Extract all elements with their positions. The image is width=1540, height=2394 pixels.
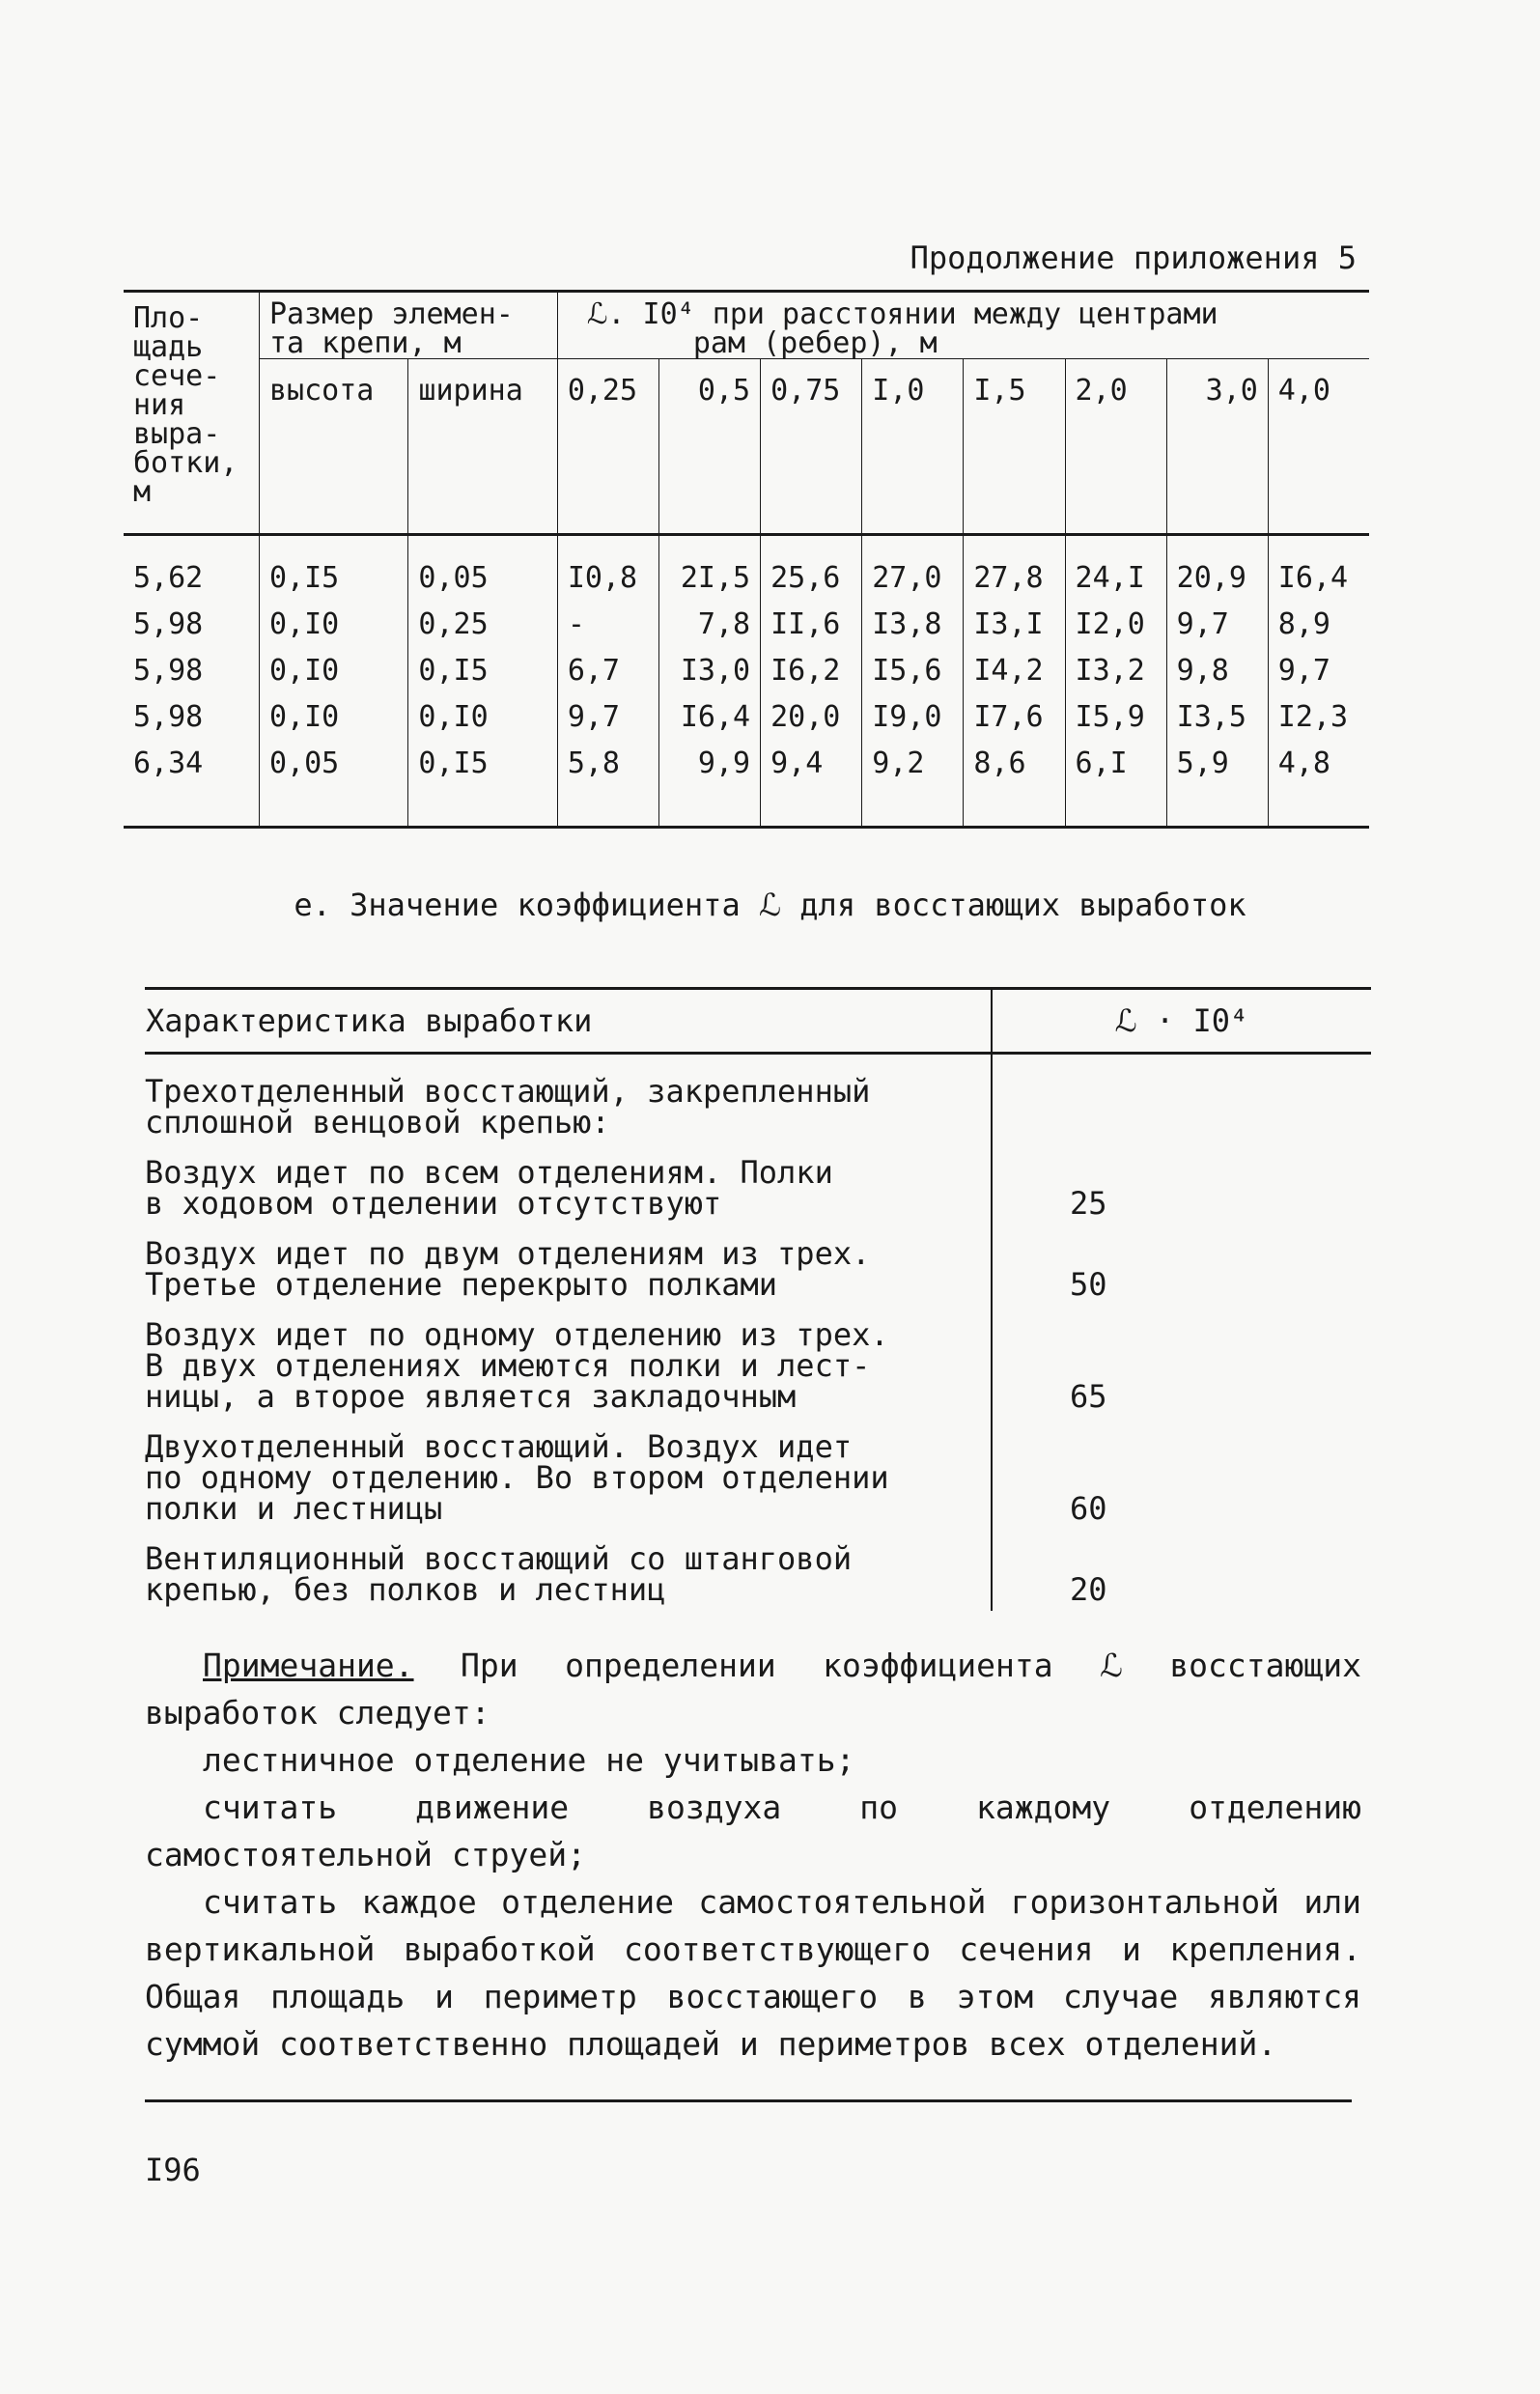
- table-row: [145, 1306, 1371, 1418]
- alpha-table-raises: [145, 987, 1371, 1611]
- footer-divider: [145, 2099, 1352, 2102]
- value-column-0.25: I0,8 - 6,7 9,7 5,8: [557, 535, 658, 828]
- header-distance: 0,75: [761, 359, 862, 535]
- note-item: считать движение воздуха по каждому отделению самостоятельной струей;: [145, 1788, 1361, 1873]
- table-row: [145, 1143, 1371, 1225]
- table-row: [145, 1054, 1371, 1144]
- note-intro: При определении коэффициента ℒ восстающих выработок следует:: [145, 1647, 1361, 1732]
- table-caption: е. Значение коэффициента ℒ для восстающих выработок: [294, 887, 1246, 923]
- row-description: Вентиляционный восстающий со штанговой крепью, без полков и лестниц: [145, 1540, 853, 1608]
- row-value: 50: [992, 1225, 1371, 1306]
- continuation-title: Продолжение приложения 5: [910, 239, 1357, 276]
- header-alpha-value: ℒ · I0⁴: [992, 989, 1371, 1054]
- row-value: 20: [992, 1530, 1371, 1611]
- row-value: 65: [992, 1306, 1371, 1418]
- note-label: Примечание.: [203, 1647, 414, 1684]
- header-height: высота: [260, 359, 408, 535]
- header-area: Пло- щадь сече- ния выра- ботки, м: [124, 292, 260, 535]
- row-description: Воздух идет по всем отделениям. Полки в ходовом отделении отсутствуют: [145, 1154, 833, 1222]
- header-distance: 0,5: [658, 359, 760, 535]
- note-block: [145, 1642, 1361, 2068]
- table-row: [145, 1418, 1371, 1530]
- area-column: 5,62 5,98 5,98 5,98 6,34: [124, 535, 260, 828]
- row-description: Двухотделенный восстающий. Воздух идет по одному отделению. Во втором отделении полки и лестницы: [145, 1428, 889, 1527]
- row-value: [992, 1054, 1371, 1144]
- table-row: [145, 1225, 1371, 1306]
- header-width: ширина: [408, 359, 557, 535]
- header-distance: 0,25: [557, 359, 658, 535]
- row-description: Воздух идет по двум отделениям из трех. Третье отделение перекрыто полками: [145, 1235, 871, 1303]
- value-column-2.0: 24,I I2,0 I3,2 I5,9 6,I: [1065, 535, 1166, 828]
- header-alpha-group: ℒ. I0⁴ при расстоянии между центрами рам (ребер), м: [557, 292, 1369, 359]
- header-distance: 2,0: [1065, 359, 1166, 535]
- table-row: [145, 1530, 1371, 1611]
- note-item: лестничное отделение не учитывать;: [203, 1741, 855, 1779]
- note-item: считать каждое отделение самостоятельной горизонтальной или вертикальной выработкой соответствующего сечения и крепления. Общая площадь и периметр восстающего в этом случае являются суммой соответственно площадей и периметров всех отделений.: [145, 1883, 1361, 2063]
- page-number: I96: [145, 2152, 201, 2188]
- value-column-4.0: I6,4 8,9 9,7 I2,3 4,8: [1268, 535, 1369, 828]
- height-column: 0,I5 0,I0 0,I0 0,I0 0,05: [260, 535, 408, 828]
- width-column: 0,05 0,25 0,I5 0,I0 0,I5: [408, 535, 557, 828]
- value-column-1.0: 27,0 I3,8 I5,6 I9,0 9,2: [862, 535, 964, 828]
- value-column-0.5: 2I,5 7,8 I3,0 I6,4 9,9: [658, 535, 760, 828]
- value-column-3.0: 20,9 9,7 9,8 I3,5 5,9: [1166, 535, 1268, 828]
- header-characteristic: Характеристика выработки: [145, 989, 992, 1054]
- header-element-size: Размер элемен- та крепи, м: [260, 292, 558, 359]
- row-description: Воздух идет по одному отделению из трех. В двух отделениях имеются полки и лест- ницы, а второе является закладочным: [145, 1316, 889, 1415]
- header-distance: I,0: [862, 359, 964, 535]
- value-column-1.5: 27,8 I3,I I4,2 I7,6 8,6: [964, 535, 1065, 828]
- row-value: 60: [992, 1418, 1371, 1530]
- header-distance: 3,0: [1166, 359, 1268, 535]
- row-value: 25: [992, 1143, 1371, 1225]
- header-distance: I,5: [964, 359, 1065, 535]
- value-column-0.75: 25,6 II,6 I6,2 20,0 9,4: [761, 535, 862, 828]
- alpha-table-frames: [124, 290, 1369, 829]
- header-distance: 4,0: [1268, 359, 1369, 535]
- row-description: Трехотделенный восстающий, закрепленный сплошной венцовой крепью:: [145, 1073, 871, 1141]
